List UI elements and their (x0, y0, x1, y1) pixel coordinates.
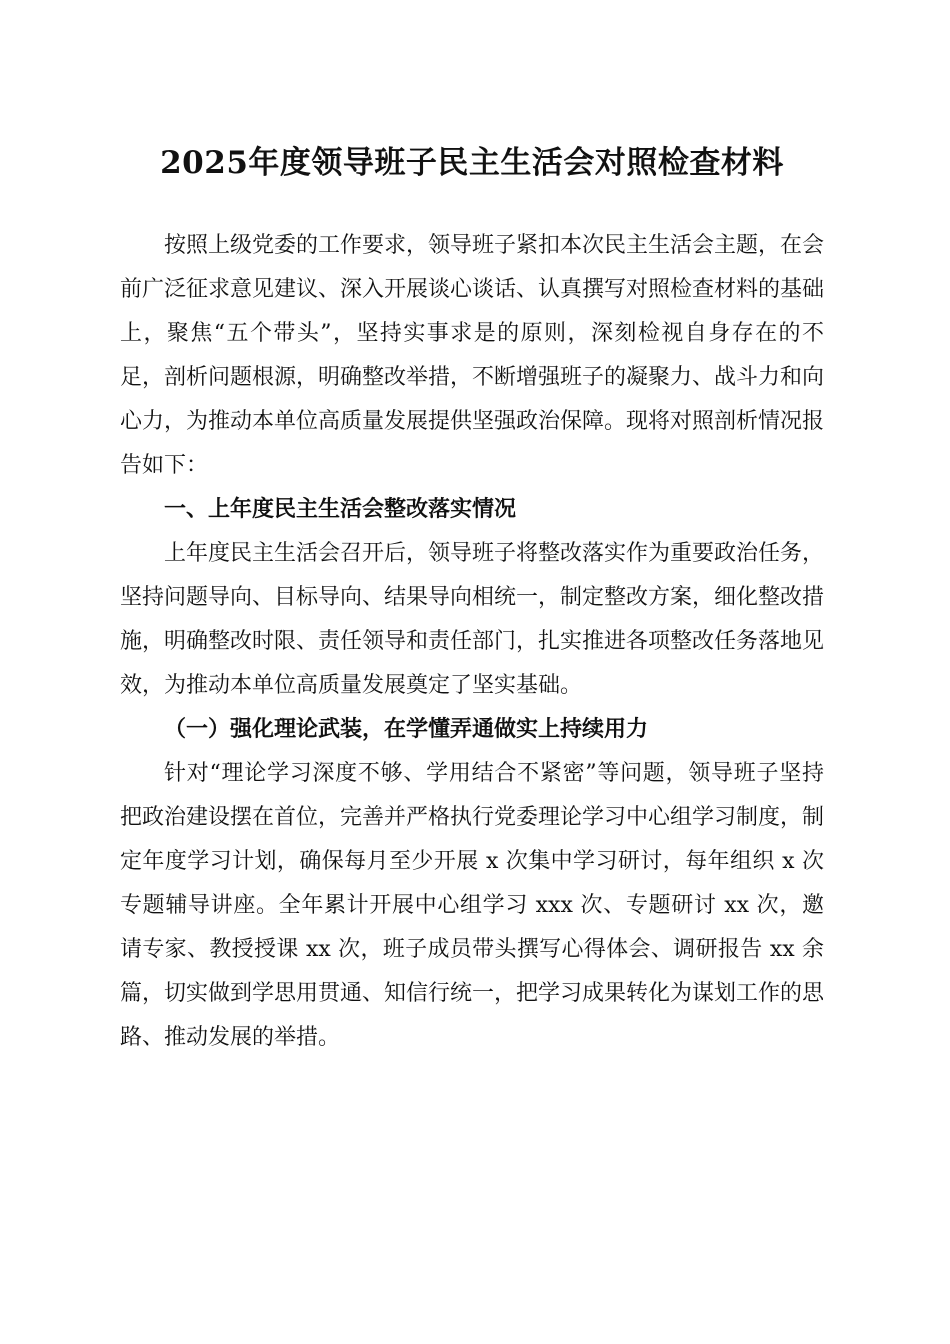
subsection-heading-1: （一）强化理论武装，在学懂弄通做实上持续用力 (164, 717, 649, 742)
section-1-paragraph: 上年度民主生活会召开后，领导班子将整改落实作为重要政治任务，坚持问题导向、目标导向、结果导向相统一，制定整改方案，细化整改措施，明确整改时限、责任领导和责任部门，扎实推进各项整改任务落地见效，为推动本单位高质量发展奠定了坚实基础。 (120, 541, 825, 698)
intro-paragraph: 按照上级党委的工作要求，领导班子紧扣本次民主生活会主题，在会前广泛征求意见建议、深入开展谈心谈话、认真撰写对照检查材料的基础上，聚焦“五个带头”，坚持实事求是的原则，深刻检视自身存在的不足，剖析问题根源，明确整改举措，不断增强班子的凝聚力、战斗力和向心力，为推动本单位高质量发展提供坚强政治保障。现将对照剖析情况报告如下： (120, 233, 825, 478)
subsection-1-paragraph: 针对“理论学习深度不够、学用结合不紧密”等问题，领导班子坚持把政治建设摆在首位，完善并严格执行党委理论学习中心组学习制度，制定年度学习计划，确保每月至少开展 x 次集中学习研讨，每年组织 x 次专题辅导讲座。全年累计开展中心组学习 xxx 次、专题研讨 xx 次，邀请专家、教授授课 xx 次，班子成员带头撰写心得体会、调研报告 xx 余篇，切实做到学思用贯通、知信行统一，把学习成果转化为谋划工作的思路、推动发展的举措。 (120, 761, 825, 1050)
section-heading-1: 一、上年度民主生活会整改落实情况 (164, 497, 517, 522)
document-title: 2025年度领导班子民主生活会对照检查材料 (160, 145, 784, 181)
